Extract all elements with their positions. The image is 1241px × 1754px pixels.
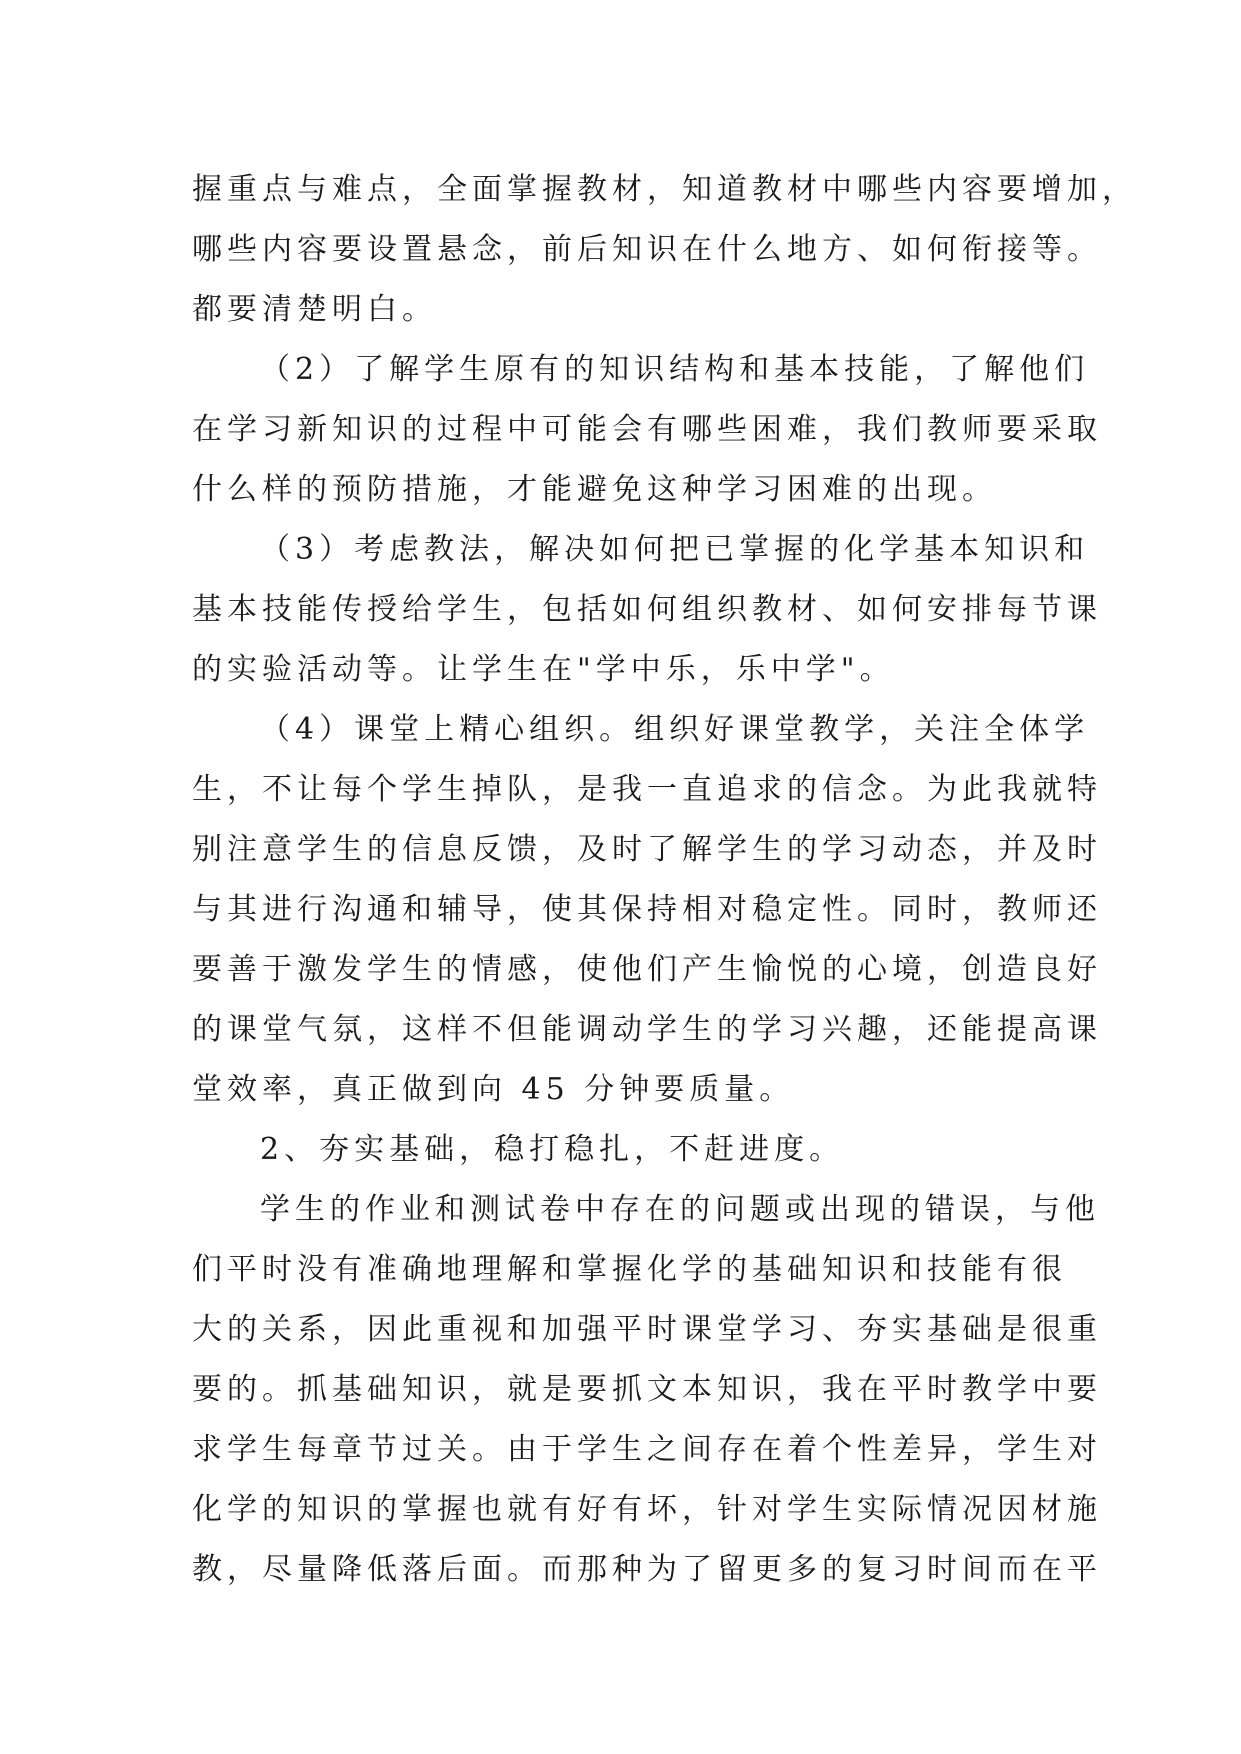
text-line: 的实验活动等。让学生在"学中乐，乐中学"。 <box>192 652 895 687</box>
text-line: 要善于激发学生的情感，使他们产生愉悦的心境，创造良好 <box>192 952 1102 987</box>
text-line: 生，不让每个学生掉队，是我一直追求的信念。为此我就特 <box>192 772 1102 807</box>
text-line: 与其进行沟通和辅导，使其保持相对稳定性。同时，教师还 <box>192 892 1102 927</box>
text-line: 要的。抓基础知识，就是要抓文本知识，我在平时教学中要 <box>192 1372 1102 1407</box>
paragraph-first-line: （3）考虑教法，解决如何把已掌握的化学基本知识和 <box>260 532 1090 567</box>
text-line: 堂效率，真正做到向 45 分钟要质量。 <box>192 1072 795 1107</box>
text-line: 的课堂气氛，这样不但能调动学生的学习兴趣，还能提高课 <box>192 1012 1102 1047</box>
text-line: 们平时没有准确地理解和掌握化学的基础知识和技能有很 <box>192 1252 1067 1287</box>
text-line: 哪些内容要设置悬念，前后知识在什么地方、如何衔接等。 <box>192 232 1102 267</box>
text-line: 别注意学生的信息反馈，及时了解学生的学习动态，并及时 <box>192 832 1102 867</box>
section-heading: 2、夯实基础，稳打稳扎，不赶进度。 <box>260 1132 845 1167</box>
text-line: 都要清楚明白。 <box>192 292 437 327</box>
text-line: 什么样的预防措施，才能避免这种学习困难的出现。 <box>192 472 997 507</box>
paragraph-first-line: （2）了解学生原有的知识结构和基本技能，了解他们 <box>260 352 1090 387</box>
text-line: 握重点与难点，全面掌握教材，知道教材中哪些内容要增加， <box>192 172 1137 207</box>
text-line: 化学的知识的掌握也就有好有坏，针对学生实际情况因材施 <box>192 1492 1102 1527</box>
document-page <box>192 160 1137 1600</box>
text-line: 基本技能传授给学生，包括如何组织教材、如何安排每节课 <box>192 592 1102 627</box>
paragraph-first-line: 学生的作业和测试卷中存在的问题或出现的错误，与他 <box>260 1192 1100 1227</box>
paragraph-first-line: （4）课堂上精心组织。组织好课堂教学，关注全体学 <box>260 712 1090 747</box>
text-line: 教，尽量降低落后面。而那种为了留更多的复习时间而在平 <box>192 1552 1102 1587</box>
text-line: 在学习新知识的过程中可能会有哪些困难，我们教师要采取 <box>192 412 1102 447</box>
text-line: 求学生每章节过关。由于学生之间存在着个性差异，学生对 <box>192 1432 1102 1467</box>
text-line: 大的关系，因此重视和加强平时课堂学习、夯实基础是很重 <box>192 1312 1102 1347</box>
